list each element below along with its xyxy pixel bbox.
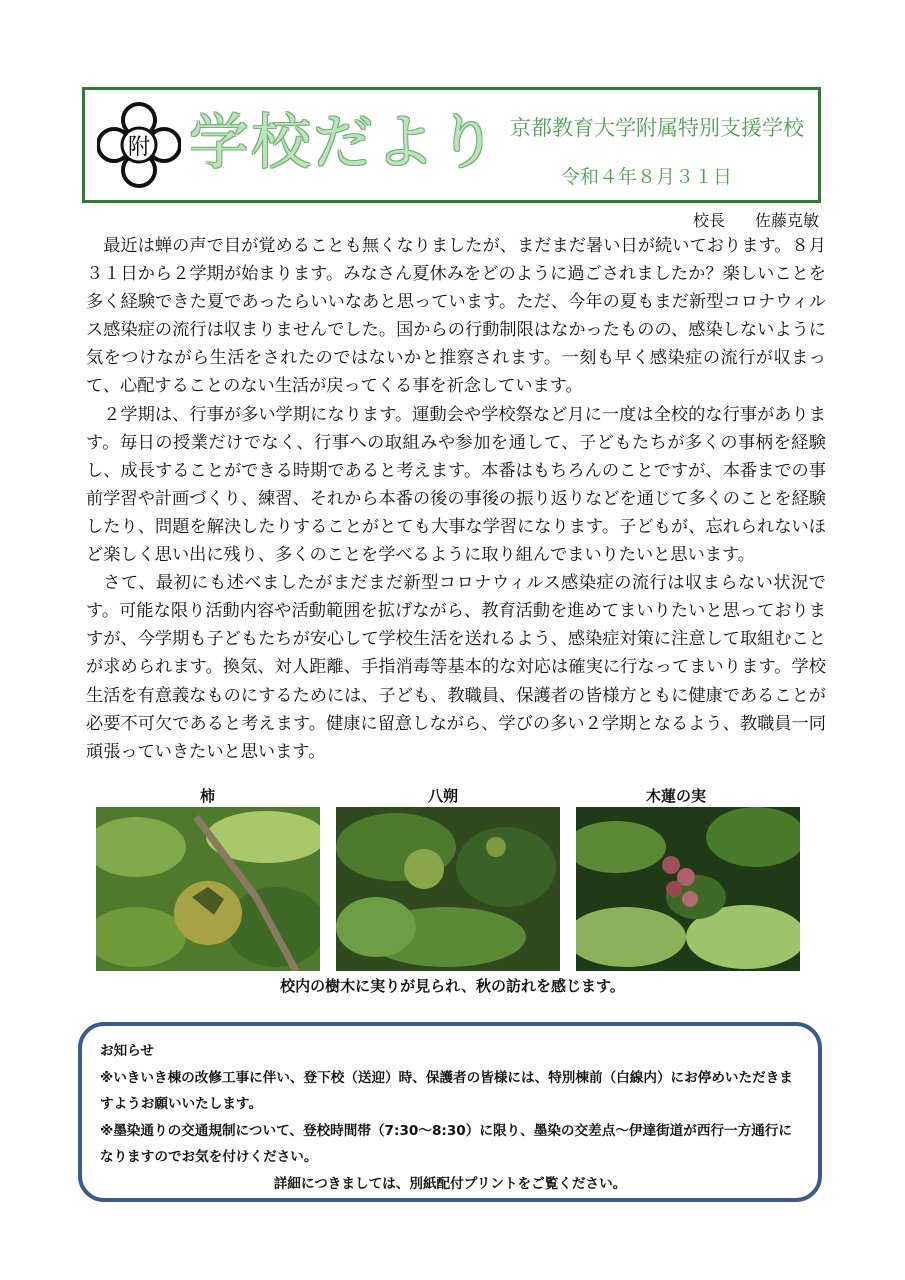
- paragraph: 最近は蝉の声で目が覚めることも無くなりましたが、まだまだ暑い日が続いております。８月３１日から２学期が始まります。みなさん夏休みをどのように過ごされましたか？楽しいことを多く経験できた夏であったらいいなあと思っています。ただ、今年の夏もまだ新型コロナウィルス感染症の流行は収まりませんでした。国からの行動制限はなかったものの、感染しないように気をつけながら生活をされたのではないかと推察されます。一刻も早く感染症の流行が収まって、心配することのない生活が戻ってくる事を祈念しています。: [86, 236, 826, 397]
- photo-label-hassaku: 八朔: [428, 787, 459, 805]
- letter-body: [86, 232, 826, 766]
- photo-row: [92, 785, 812, 975]
- notice-heading: お知らせ: [100, 1043, 154, 1059]
- photo-label-persimmon: 柿: [200, 787, 216, 805]
- masthead-box: [82, 87, 821, 203]
- photo-magnolia: [576, 807, 800, 971]
- notice-item: ※いきいき棟の改修工事に伴い、登下校（送迎）時、保護者の皆様には、特別棟前（白線内）にお停めいただきますようお願いいたします。: [100, 1069, 793, 1112]
- photo-caption: 校内の樹木に実りが見られ、秋の訪れを感じます。: [280, 977, 625, 995]
- school-crest-logo: [97, 102, 181, 188]
- issue-date: 令和４年８月３１日: [561, 166, 733, 188]
- crest-char: 附: [127, 135, 151, 160]
- newsletter-title: 学校だより: [189, 108, 499, 178]
- byline-name: 佐藤克敏: [754, 211, 819, 230]
- notice-box: [78, 1022, 822, 1202]
- notice-item: ※墨染通りの交通規制について、登校時間帯（7:30～8:30）に限り、墨染の交差点～伊達街道が西行一方通行になりますのでお気を付けください。: [100, 1122, 793, 1165]
- photo-persimmon: [96, 807, 320, 971]
- school-name: 京都教育大学附属特別支援学校: [510, 116, 804, 140]
- byline-role: 校長: [692, 211, 725, 230]
- notice-footer: 詳細につきましては、別紙配付プリントをご覧ください。: [273, 1175, 627, 1192]
- byline: [693, 208, 819, 231]
- paragraph: ２学期は、行事が多い学期になります。運動会や学校祭など月に一度は全校的な行事があります。毎日の授業だけでなく、行事への取組みや参加を通して、子どもたちが多くの事柄を経験し、成長することができる時期であると考えます。本番はもちろんのことですが、本番までの事前学習や計画づくり、練習、それから本番の後の事後の振り返りなどを通じて多くのことを経験したり、問題を解決したりすることがとても大事な学習になります。子どもが、忘れられないほど楽しく思い出に残り、多くのことを学べるように取り組んでまいりたいと思います。: [86, 404, 826, 566]
- paragraph: さて、最初にも述べましたがまだまだ新型コロナウィルス感染症の流行は収まらない状況です。可能な限り活動内容や活動範囲を拡げながら、教育活動を進めてまいりたいと思っておりますが、今学期も子どもたちが安心して学校生活を送れるよう、感染症対策に注意して取組むことが求められます。換気、対人距離、手指消毒等基本的な対応は確実に行なってまいります。学校生活を有意義なものにするためには、子ども、教職員、保護者の皆様方ともに健康であることが必要不可欠であると考えます。健康に留意しながら、学びの多い２学期となるよう、教職員一同頑張っていきたいと思います。: [86, 573, 826, 762]
- photo-label-magnolia: 木蓮の実: [646, 787, 707, 805]
- photo-hassaku: [336, 807, 560, 971]
